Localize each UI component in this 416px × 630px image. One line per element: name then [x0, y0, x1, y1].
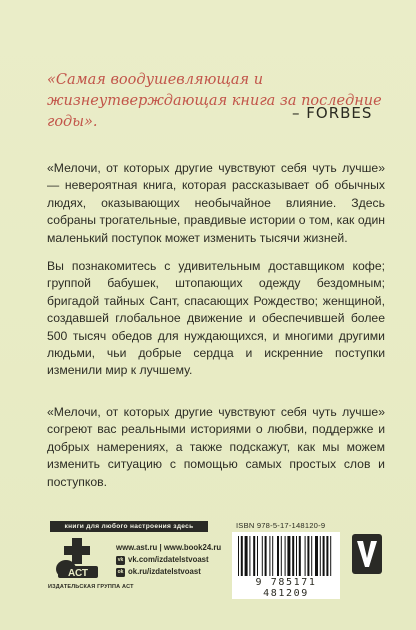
- svg-text:АСТ: АСТ: [67, 568, 89, 579]
- ast-logo-icon: [54, 538, 102, 580]
- barcode-digits: 9 785171 481209: [232, 577, 340, 599]
- description-paragraph-3: «Мелочи, от которых другие чувствуют себя чуть лучше» согреют вас реальными историями о любви, поддержке и добрых намерениях, а также подскажут, как мы можем изменить ситуацию с помощью самых простых слов и поступков.: [47, 404, 385, 489]
- v-badge-icon: [352, 534, 382, 574]
- vk-link[interactable]: vk vk.com/izdatelstvoast: [117, 555, 209, 564]
- description-paragraph-2: Вы познакомитесь с удивительным доставщиком кофе; группой бабушек, штопающих одежду бездомным; бригадой тайных Сант, спасающих Рождество; женщиной, создавшей глобальное движение и обеспечившей более 500 тысяч обедов для нуждающихся, и многими другими людьми, чьи добрые сердца и искренние поступки изменили мир к лучшему.: [47, 259, 385, 378]
- isbn: ISBN 978-5-17-148120-9: [236, 521, 326, 530]
- book-description: [47, 160, 385, 491]
- vk-icon: vk: [117, 556, 124, 563]
- publisher-tagline: книги для любого настроения здесь: [50, 521, 208, 532]
- publisher-caption: ИЗДАТЕЛЬСКАЯ ГРУППА АСТ: [48, 584, 134, 590]
- description-paragraph-1: «Мелочи, от которых другие чувствуют себя чуть лучше» — невероятная книга, которая рассказывает об обычных людях, оказывающих необычайное влияние. Здесь собраны трогательные, правдивые истории о том, как один маленький поступок может изменить тысячи жизней.: [47, 161, 385, 245]
- quote-source: – FORBES: [292, 104, 373, 122]
- review-quote: «Самая воодушевляющая и жизнеутверждающая книга за последние годы».: [47, 72, 382, 130]
- publisher-links: [116, 542, 221, 578]
- websites[interactable]: www.ast.ru | www.book24.ru: [116, 543, 222, 552]
- ok-link[interactable]: ok ok.ru/izdatelstvoast: [117, 567, 201, 576]
- ok-icon: ok: [117, 568, 124, 575]
